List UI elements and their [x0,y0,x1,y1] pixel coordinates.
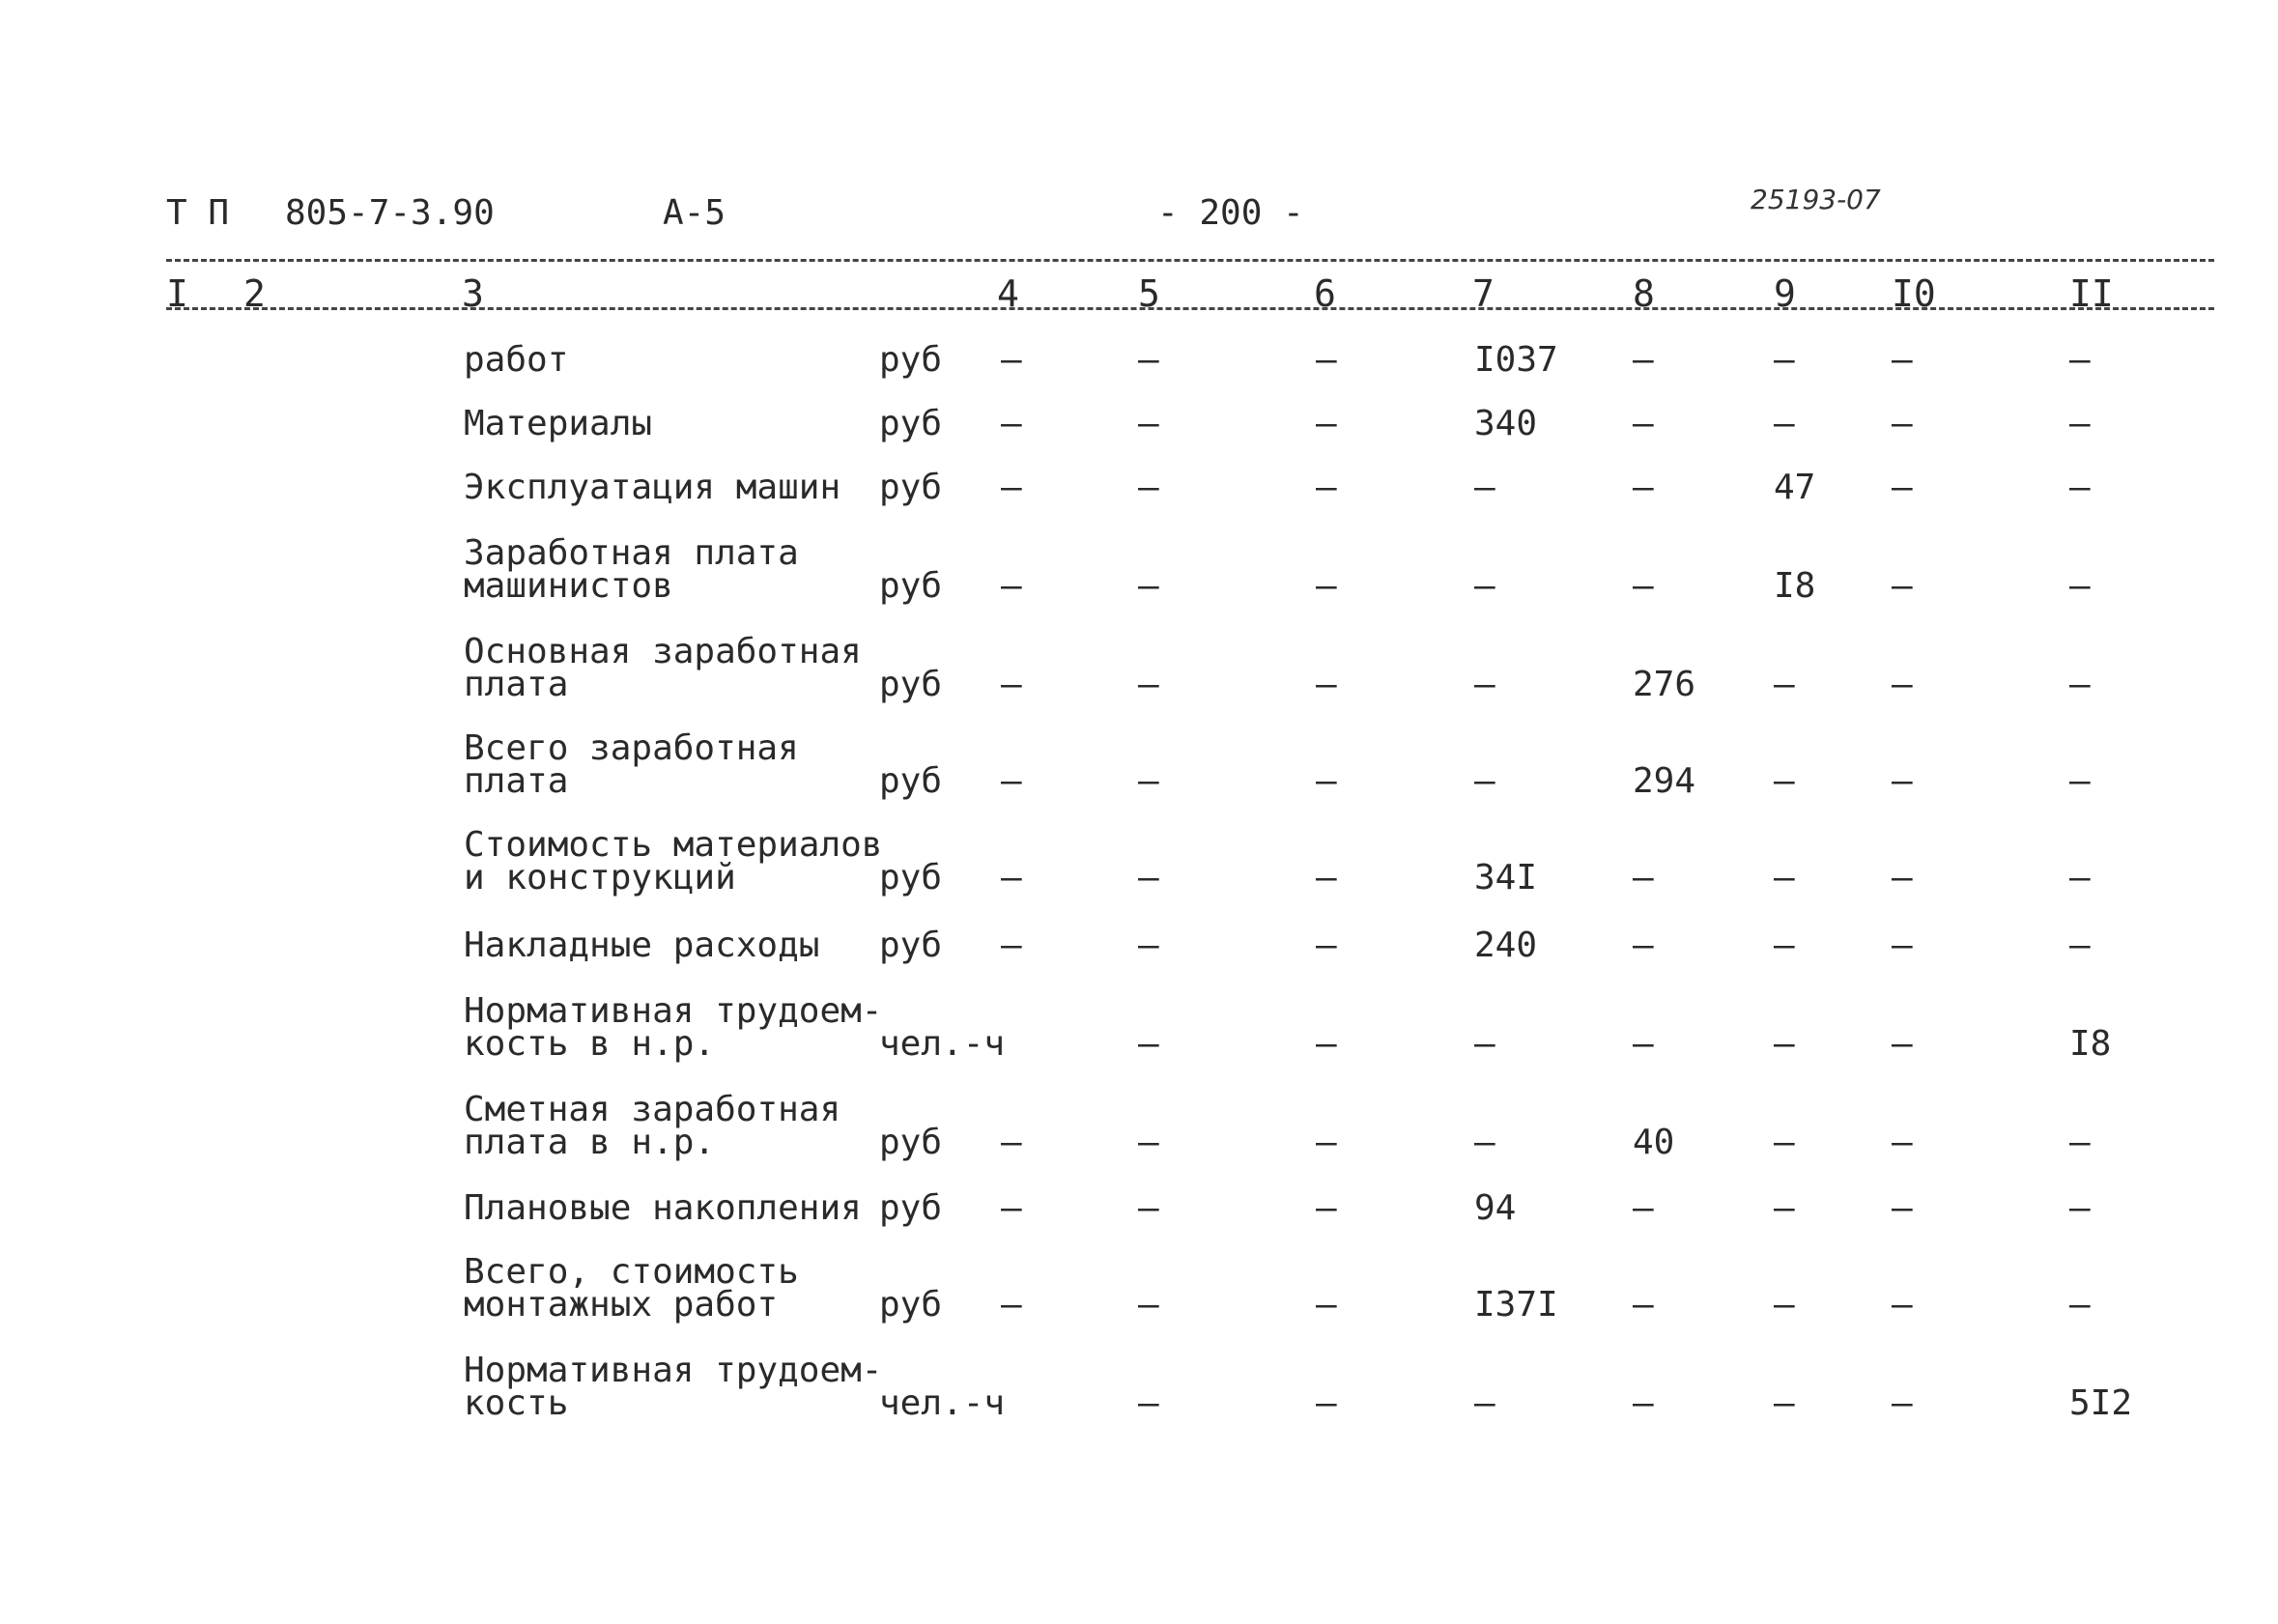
cell-c8: – [1633,858,1654,897]
column-number-6: 6 [1314,272,1336,315]
row-name-line: кость [464,1383,569,1423]
cell-c9: 47 [1774,468,1816,507]
cell-c10: – [1892,1188,1913,1228]
row-name-line: работ [464,340,569,380]
cell-c6: – [1316,926,1337,965]
cell-c5: – [1138,858,1159,897]
column-number-5: 5 [1138,272,1160,315]
row-name [464,825,883,897]
cell-c10: – [1892,926,1913,965]
cell-c6: – [1316,468,1337,507]
cell-c7: 240 [1474,926,1538,965]
row-name-line: машинистов [464,566,673,606]
cell-c5: – [1138,404,1159,443]
cell-c8: 294 [1633,761,1696,801]
cell-c11: – [2069,340,2091,380]
cell-c9: – [1774,1188,1795,1228]
cell-c6: – [1316,1188,1337,1228]
cell-c11: I8 [2069,1024,2112,1064]
row-name-line: Нормативная трудоем- [464,991,883,1031]
row-name-line: Материалы [464,404,653,443]
cell-c8: 276 [1633,665,1696,704]
column-number-8: 8 [1633,272,1655,315]
cell-c4: – [1001,761,1022,801]
cell-unit: чел.-ч [879,1383,1006,1423]
cell-c5: – [1138,1024,1159,1064]
cell-c4: – [1001,340,1022,380]
cell-c7: 340 [1474,404,1538,443]
cell-c7: – [1474,1383,1495,1423]
cell-c4: – [1001,566,1022,606]
column-number-2: 2 [243,272,266,315]
cell-c10: – [1892,566,1913,606]
cell-c4: – [1001,404,1022,443]
column-number-4: 4 [997,272,1019,315]
row-name [464,1252,799,1325]
cell-c5: – [1138,566,1159,606]
cell-c7: – [1474,665,1495,704]
cell-c9: – [1774,761,1795,801]
cell-unit: руб [879,1188,943,1228]
cell-unit: руб [879,468,943,507]
column-number-7: 7 [1472,272,1495,315]
cell-c11: – [2069,926,2091,965]
album-label: А-5 [663,193,726,233]
cell-c9: – [1774,1383,1795,1423]
cell-c6: – [1316,665,1337,704]
cell-c11: 5I2 [2069,1383,2133,1423]
cell-c4: – [1001,1123,1022,1162]
cell-c9: I8 [1774,566,1816,606]
column-number-10: I0 [1892,272,1936,315]
cell-c10: – [1892,858,1913,897]
row-name-line: Всего, стоимость [464,1252,799,1292]
cell-unit: руб [879,858,943,897]
row-name-line: Стоимость материалов [464,825,883,865]
document-code: 805-7-3.90 [285,193,495,233]
row-name-line: Эксплуатация машин [464,468,841,507]
cell-c4: – [1001,926,1022,965]
cell-c11: – [2069,566,2091,606]
cell-c6: – [1316,761,1337,801]
cell-c9: – [1774,1123,1795,1162]
cell-c11: – [2069,858,2091,897]
page-number: - 200 - [1157,193,1304,233]
cell-c7: I37I [1474,1285,1558,1325]
cell-c11: – [2069,1285,2091,1325]
cell-c4: – [1001,858,1022,897]
cell-c6: – [1316,404,1337,443]
cell-c11: – [2069,665,2091,704]
row-name-line: Сметная заработная [464,1090,841,1129]
cell-c6: – [1316,858,1337,897]
cell-c10: – [1892,404,1913,443]
cell-c4: – [1001,1188,1022,1228]
cell-c8: – [1633,1383,1654,1423]
row-name-line: и конструкций [464,858,736,897]
cell-c8: 40 [1633,1123,1675,1162]
cell-c6: – [1316,566,1337,606]
cell-c9: – [1774,1024,1795,1064]
cell-c6: – [1316,1383,1337,1423]
row-name [464,1090,841,1162]
cell-c9: – [1774,665,1795,704]
cell-c6: – [1316,1024,1337,1064]
column-number-9: 9 [1774,272,1796,315]
row-name [464,1188,862,1228]
cell-c7: 34I [1474,858,1538,897]
cell-c8: – [1633,1188,1654,1228]
cell-unit: чел.-ч [879,1024,1006,1064]
cell-c5: – [1138,1285,1159,1325]
cell-c11: – [2069,468,2091,507]
cell-unit: руб [879,1123,943,1162]
row-name [464,340,569,380]
series-label: Т П [166,193,230,233]
cell-unit: руб [879,665,943,704]
cell-c7: – [1474,1123,1495,1162]
row-name [464,991,883,1064]
cell-c7: – [1474,761,1495,801]
row-name-line: монтажных работ [464,1285,779,1325]
cell-c4: – [1001,665,1022,704]
cell-c7: – [1474,468,1495,507]
cell-c9: – [1774,404,1795,443]
row-name [464,1351,883,1423]
column-number-11: II [2069,272,2114,315]
cell-c10: – [1892,665,1913,704]
cell-c11: – [2069,761,2091,801]
cell-c8: – [1633,468,1654,507]
cell-c10: – [1892,1123,1913,1162]
cell-c11: – [2069,404,2091,443]
cell-c7: 94 [1474,1188,1517,1228]
row-name-line: плата [464,665,569,704]
cell-c5: – [1138,340,1159,380]
cell-c5: – [1138,1383,1159,1423]
cell-c5: – [1138,1123,1159,1162]
cell-unit: руб [879,566,943,606]
cell-unit: руб [879,926,943,965]
cell-c8: – [1633,340,1654,380]
cell-c4: – [1001,468,1022,507]
row-name [464,468,841,507]
row-name-line: плата [464,761,569,801]
cell-c5: – [1138,926,1159,965]
cell-c4: – [1001,1285,1022,1325]
cell-c8: – [1633,404,1654,443]
cell-c6: – [1316,1123,1337,1162]
cell-c10: – [1892,1024,1913,1064]
cell-c11: – [2069,1123,2091,1162]
inventory-number: 25193-07 [1751,184,1881,215]
cell-c6: – [1316,340,1337,380]
cell-c9: – [1774,926,1795,965]
row-name [464,632,862,704]
row-name [464,728,799,801]
cell-c5: – [1138,1188,1159,1228]
cell-c8: – [1633,1285,1654,1325]
cell-c9: – [1774,1285,1795,1325]
cell-unit: руб [879,404,943,443]
cell-unit: руб [879,340,943,380]
row-name-line: плата в н.р. [464,1123,716,1162]
cell-c10: – [1892,1285,1913,1325]
cell-c10: – [1892,468,1913,507]
column-number-1: I [166,272,188,315]
cell-c11: – [2069,1188,2091,1228]
cell-c8: – [1633,566,1654,606]
cell-unit: руб [879,1285,943,1325]
header-rule-top [166,259,2214,262]
cell-c6: – [1316,1285,1337,1325]
cell-c10: – [1892,1383,1913,1423]
row-name [464,404,653,443]
cell-c7: – [1474,566,1495,606]
row-name-line: Всего заработная [464,728,799,768]
cell-c9: – [1774,858,1795,897]
cell-c10: – [1892,340,1913,380]
cell-c5: – [1138,761,1159,801]
cell-c10: – [1892,761,1913,801]
row-name-line: Основная заработная [464,632,862,671]
cell-c5: – [1138,665,1159,704]
row-name-line: Накладные расходы [464,926,820,965]
cell-c8: – [1633,926,1654,965]
cell-c7: – [1474,1024,1495,1064]
cell-unit: руб [879,761,943,801]
row-name-line: кость в н.р. [464,1024,716,1064]
row-name-line: Плановые накопления [464,1188,862,1228]
row-name [464,533,799,606]
row-name-line: Нормативная трудоем- [464,1351,883,1390]
cell-c5: – [1138,468,1159,507]
cell-c7: I037 [1474,340,1558,380]
cell-c8: – [1633,1024,1654,1064]
column-number-3: 3 [462,272,484,315]
row-name [464,926,820,965]
row-name-line: Заработная плата [464,533,799,573]
cell-c9: – [1774,340,1795,380]
